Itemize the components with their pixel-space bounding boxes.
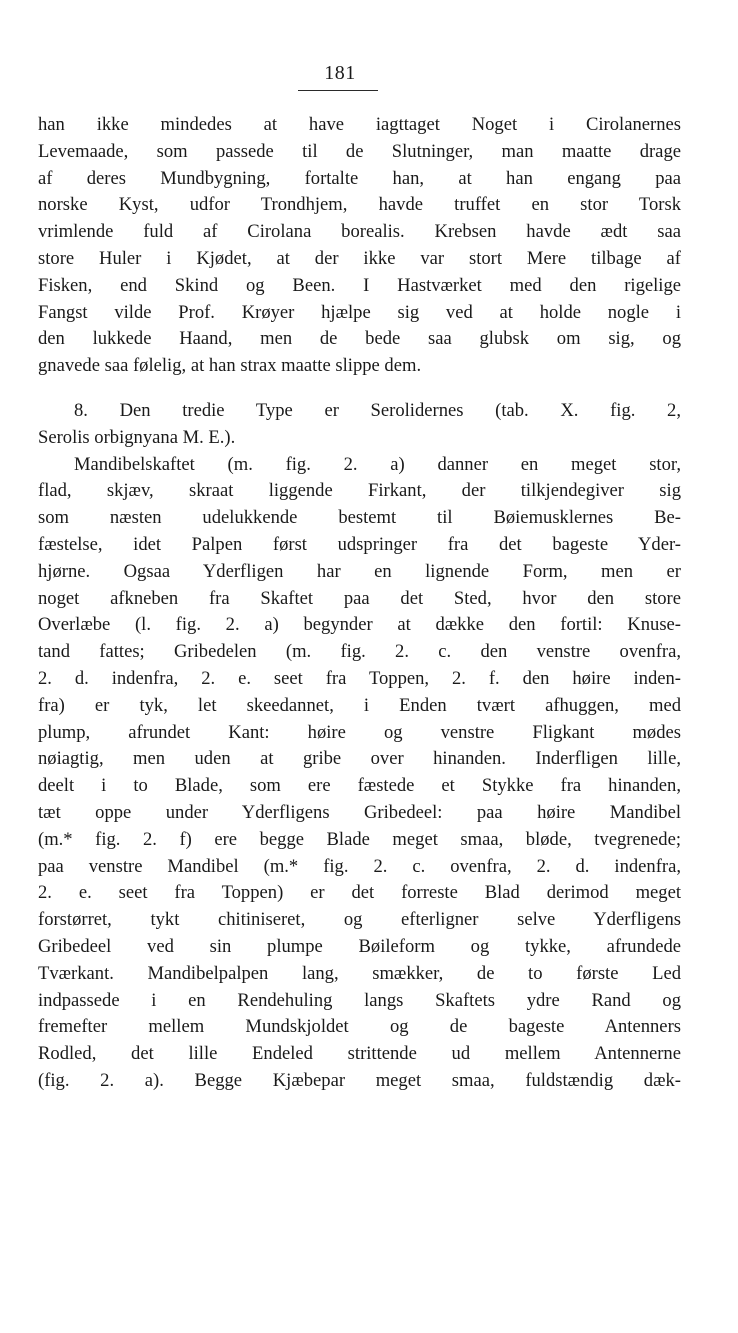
text-line: den lukkede Haand, men de bede saa glubsk om sig, og [38, 328, 681, 350]
text-line: han ikke mindedes at have iagttaget Noget i Cirolanernes [38, 114, 681, 135]
body-text [38, 112, 681, 1095]
text-line: Serolis orbignyana M. E.). [38, 426, 236, 448]
text-line: Tværkant. Mandibelpalpen lang, smækker, de to første Led [38, 962, 681, 984]
text-line: tæt oppe under Yderfligens Gribedeel: paa høire Mandibel [38, 801, 681, 823]
text-line: af deres Mundbygning, fortalte han, at han engang paa [38, 167, 681, 189]
text-line: paa venstre Mandibel (m.* fig. 2. c. ovenfra, 2. d. indenfra, [38, 855, 681, 877]
text-line: 8. Den tredie Type er Serolidernes (tab. X. fig. 2, [74, 399, 681, 421]
text-line: fra) er tyk, let skeedannet, i Enden tvært afhuggen, med [38, 694, 681, 716]
text-line: som næsten udelukkende bestemt til Bøiemusklernes Be- [38, 507, 681, 529]
text-line: Overlæbe (l. fig. 2. a) begynder at dække den fortil: Knuse- [38, 614, 681, 636]
paragraph-3 [38, 452, 681, 1095]
text-line: tand fattes; Gribedelen (m. fig. 2. c. den venstre ovenfra, [38, 641, 681, 663]
text-line: fremefter mellem Mundskjoldet og de bageste Antenners [38, 1016, 681, 1038]
text-line: hjørne. Ogsaa Yderfligen har en lignende Form, men er [38, 560, 681, 582]
paragraph-1 [38, 112, 681, 380]
text-line: norske Kyst, udfor Trondhjem, havde truffet en stor Torsk [38, 194, 681, 216]
paragraph-2 [38, 398, 681, 452]
text-line: nøiagtig, men uden at gribe over hinanden. Inderfligen lille, [38, 748, 681, 770]
text-line: gnavede saa følelig, at han strax maatte slippe dem. [38, 355, 422, 377]
text-line: 2. e. seet fra Toppen) er det forreste Blad derimod meget [38, 882, 681, 904]
text-line: Fisken, end Skind og Been. I Hastværket med den rigelige [38, 274, 681, 296]
text-line: (fig. 2. a). Begge Kjæbepar meget smaa, fuldstændig dæk- [38, 1069, 681, 1091]
page-number-rule [298, 90, 378, 91]
text-line: deelt i to Blade, som ere fæstede et Stykke fra hinanden, [38, 775, 681, 797]
text-line: forstørret, tykt chitiniseret, og efterligner selve Yderfligens [38, 909, 681, 931]
text-line: flad, skjæv, skraat liggende Firkant, der tilkjendegiver sig [38, 480, 681, 502]
text-line: Mandibelskaftet (m. fig. 2. a) danner en meget stor, [74, 453, 681, 475]
text-line: 2. d. indenfra, 2. e. seet fra Toppen, 2. f. den høire inden- [38, 667, 681, 689]
text-line: noget afkneben fra Skaftet paa det Sted, hvor den store [38, 587, 681, 609]
text-line: store Huler i Kjødet, at der ikke var stort Mere tilbage af [38, 247, 681, 269]
text-line: Fangst vilde Prof. Krøyer hjælpe sig ved at holde nogle i [38, 301, 681, 323]
text-line: Rodled, det lille Endeled strittende ud mellem Antennerne [38, 1043, 681, 1065]
text-line: indpassede i en Rendehuling langs Skaftets ydre Rand og [38, 989, 681, 1011]
text-line: (m.* fig. 2. f) ere begge Blade meget smaa, bløde, tvegrenede; [38, 828, 681, 850]
text-line: plump, afrundet Kant: høire og venstre Fligkant mødes [38, 721, 681, 743]
paragraph-gap [38, 380, 681, 398]
text-line: fæstelse, idet Palpen først udspringer fra det bageste Yder- [38, 533, 681, 555]
text-line: Levemaade, som passede til de Slutninger, man maatte drage [38, 140, 681, 162]
text-line: vrimlende fuld af Cirolana borealis. Krebsen havde ædt saa [38, 221, 681, 243]
page-number: 181 [324, 62, 356, 84]
text-line: Gribedeel ved sin plumpe Bøileform og tykke, afrundede [38, 935, 681, 957]
